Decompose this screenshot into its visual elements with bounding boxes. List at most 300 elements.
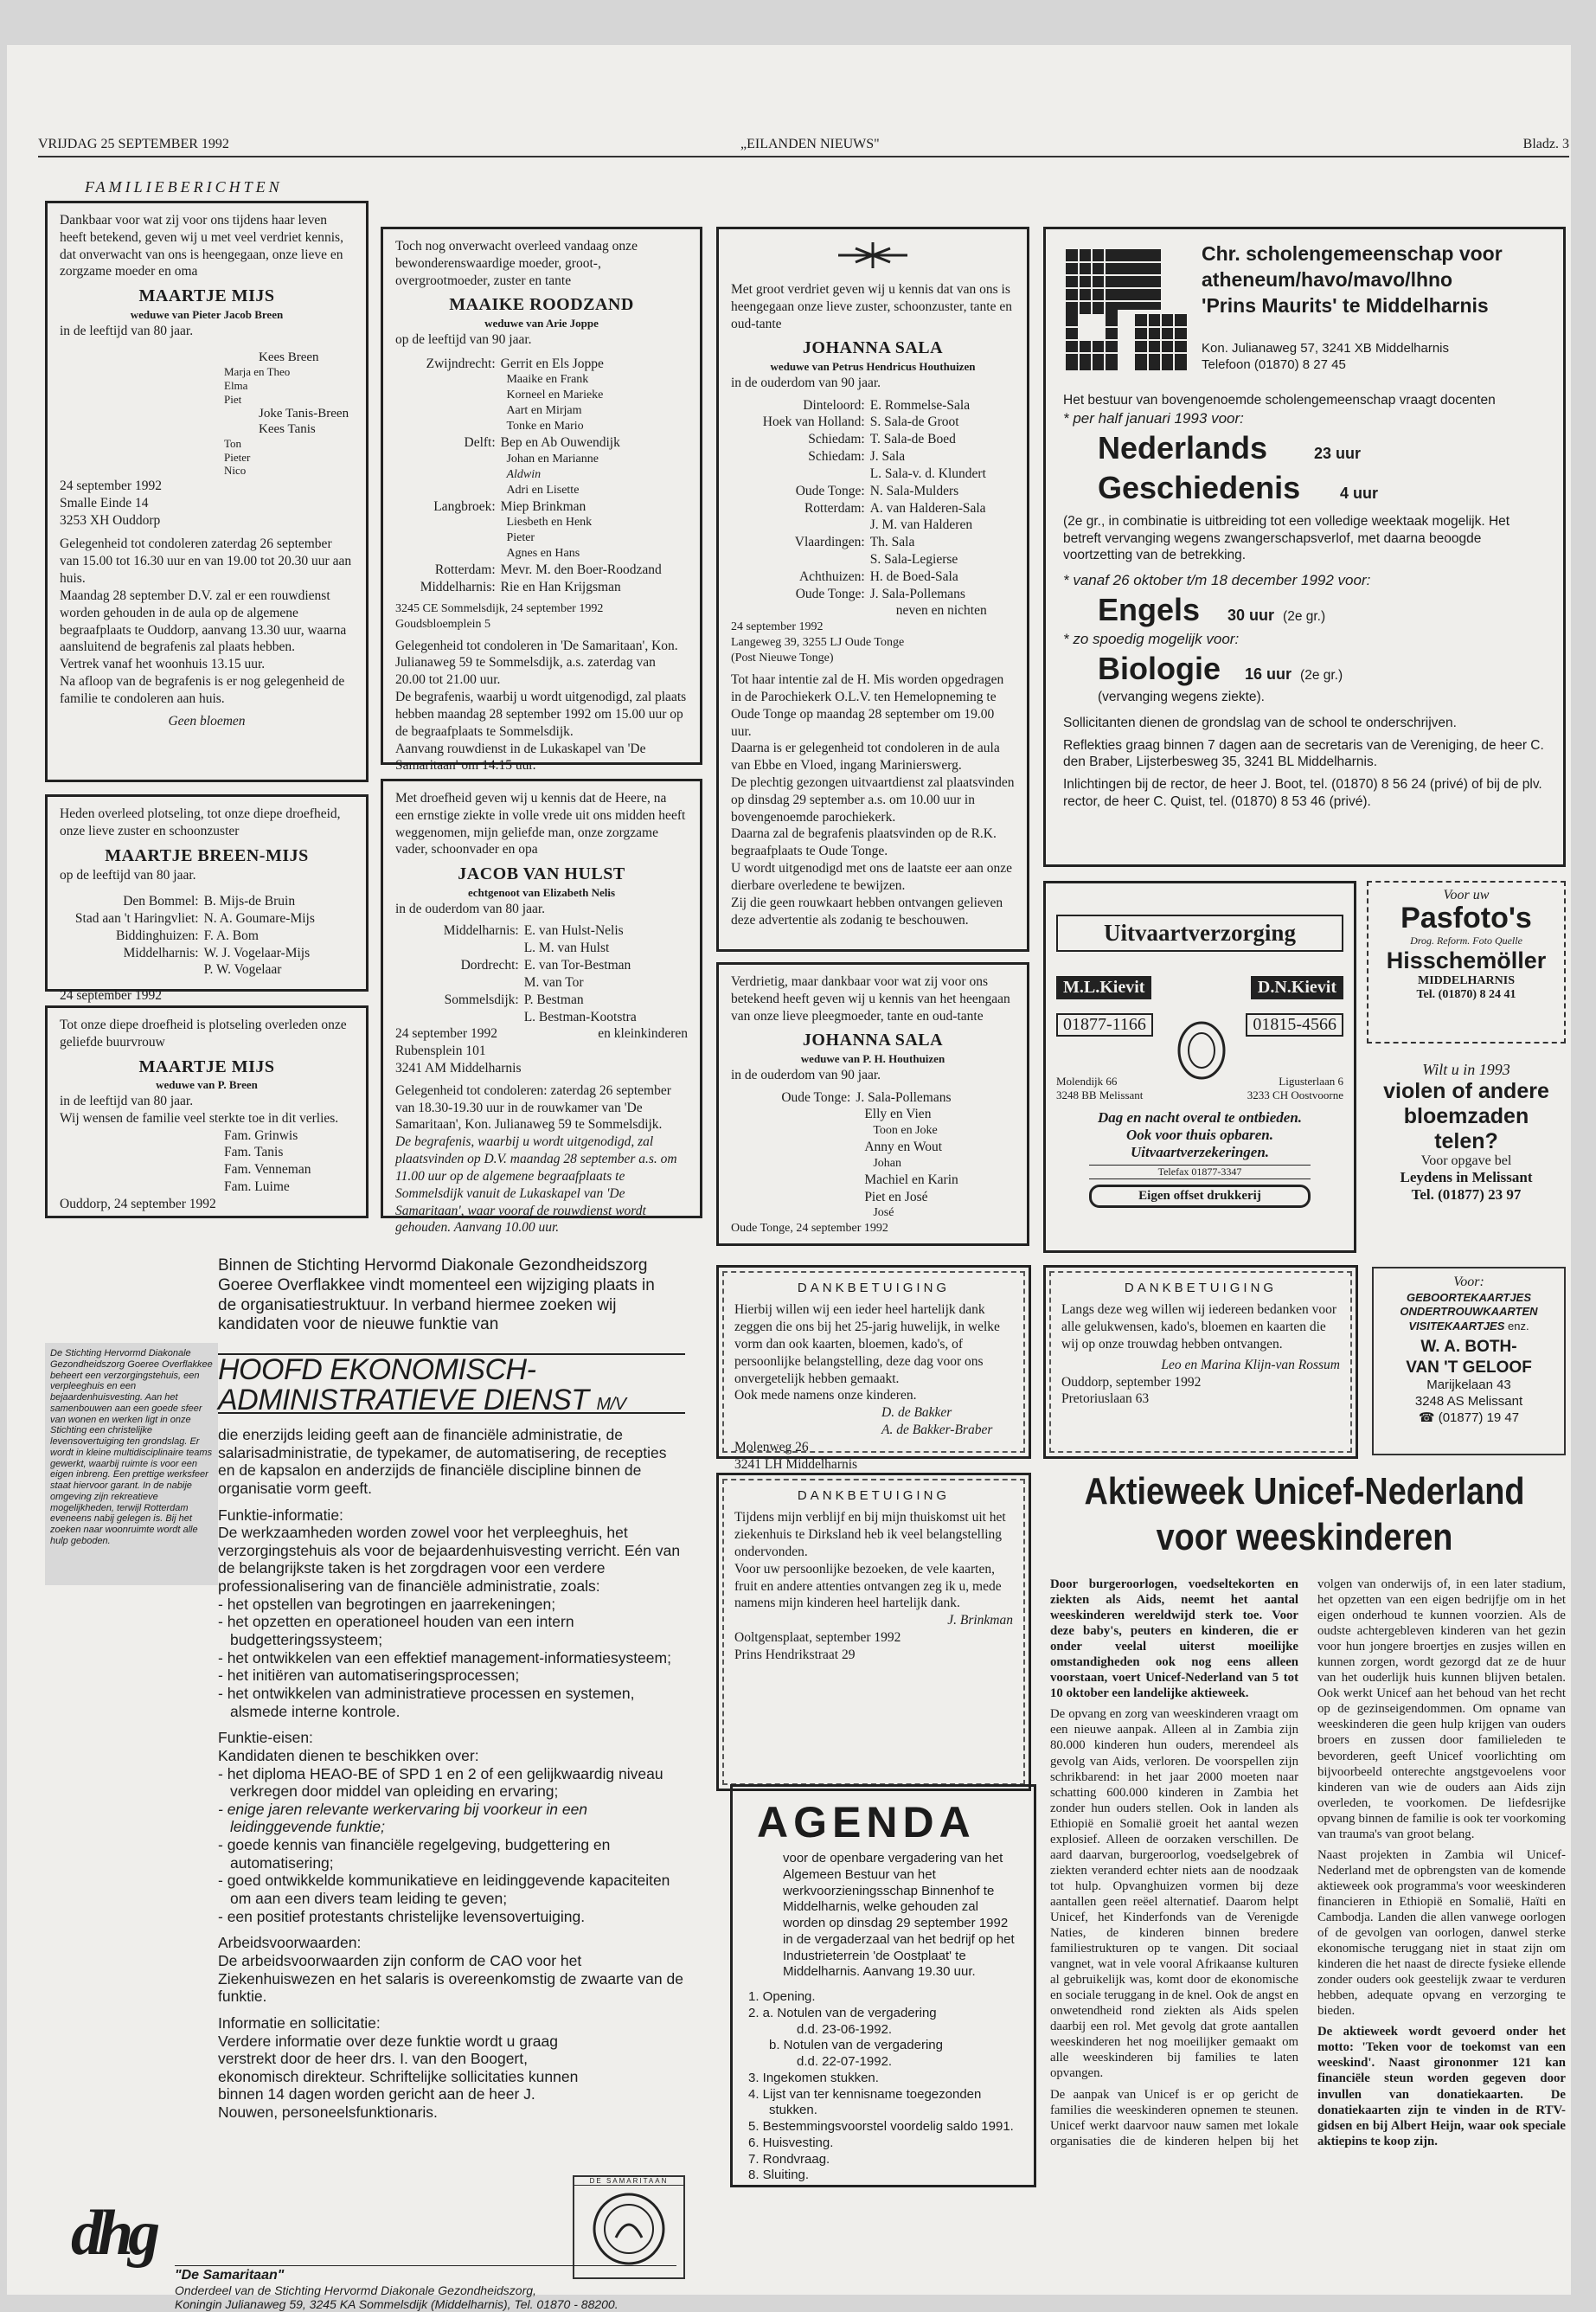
family-row: [60, 893, 354, 910]
family-row: [60, 945, 354, 962]
family-name: Johan en Marianne: [506, 452, 599, 466]
deceased-name: MAARTJE MIJS: [138, 286, 275, 306]
subject: Nederlands: [1098, 429, 1268, 466]
date: Ouddorp, 24 september 1992: [60, 1196, 216, 1211]
section-title: FAMILIEBERICHTEN: [85, 178, 283, 196]
place: Zwijndrecht:: [426, 356, 496, 371]
header-page: Bladz. 3: [1522, 137, 1569, 151]
family-name: Fam. Grinwis: [224, 1127, 298, 1143]
period: * per half januari 1993 voor:: [1063, 409, 1244, 427]
family-name: Maaike en Frank: [506, 373, 589, 387]
service: ONDERTROUWKAARTEN: [1400, 1305, 1538, 1319]
family-row: [731, 551, 1015, 568]
job-title-text: HOOFD EKONOMISCH-ADMINISTRATIEVE DIENST: [218, 1353, 589, 1416]
article-lead: Door burgeroorlogen, voedseltekorten en ziekten als Aids, neemt het aantal weeskinderen wereldwijd sterk toe. Voor deze baby's, peuters en kinderen, die er onder veelal uiterst moeilijke omstandigheden ook nog eens alleen voorstaan, voert Unicef-Nederland van 5 tot 10 oktober een landelijke aktieweek.: [1050, 1577, 1298, 1701]
header-paper: „EILANDEN NIEUWS": [740, 137, 880, 151]
family-name: Pieter: [506, 531, 535, 545]
text: De begrafenis, waarbij u wordt uitgenodigd, zal plaatsvinden op D.V. maandag 28 september a.s. om 11.00 uur op de algemene begraafplaats te Sommelsdijk vanuit de Lukaskapel van 'De Samaritaan', waar vooraf de rouwdienst wordt gehouden. Aanvang 10.00 uur.: [395, 1134, 677, 1236]
text: Verdrietig, maar dankbaar voor wat zij voor ons betekend heeft geven wij u kennis van het heengaan van onze lieve pleegmoeder, tante en oud-tante: [731, 974, 1010, 1024]
family-row: [731, 448, 1015, 466]
names: J. M. van Halderen: [869, 517, 973, 533]
company-name: D.N.Kievit: [1251, 976, 1343, 999]
family-row: [60, 910, 354, 928]
phone: Tel. (01877) 23 97: [1411, 1186, 1522, 1204]
thanks-klijn: [1043, 1265, 1358, 1459]
family-name: Tonke en Mario: [506, 420, 584, 434]
family-row: [395, 434, 688, 452]
text: Tot onze diepe droefheid is plotseling overleden onze geliefde buurvrouw: [60, 1018, 347, 1050]
text: Met droefheid geven wij u kennis dat de Heere, na een ernstige ziekte in volle vrede uit ons midden heeft weggenomen, mijn geliefde man, onze zorgzame vader, schoonvader en opa: [395, 791, 686, 857]
company-name: M.L.Kievit: [1056, 976, 1151, 999]
signature: Leo en Marina Klijn-van Rossum: [1161, 1357, 1340, 1372]
names: neven en nichten: [895, 603, 987, 619]
thanks-de-bakker: [716, 1265, 1031, 1472]
family-name: Joke Tanis-Breen: [259, 407, 349, 421]
agenda-item: stukken.: [769, 2103, 817, 2118]
job-title: [218, 1353, 685, 1414]
spouse: weduwe van Pieter Jacob Breen: [130, 307, 284, 321]
family-name: J. Sala-Pollemans: [856, 1089, 952, 1105]
family-row: [395, 356, 688, 373]
list-item: - het ontwikkelen van administratieve processen en systemen, alsmede interne kontrole.: [218, 1684, 635, 1720]
phone: Tel. (01870) 8 24 41: [1416, 987, 1516, 1001]
seal-text: DE SAMARITAAN: [574, 2177, 683, 2186]
text: Heden overleed plotseling, tot onze diepe droefheid, onze lieve zuster en schoonzuster: [60, 806, 341, 838]
names: L. Bestman-Kootstra: [523, 1009, 637, 1024]
text: Langs deze weg willen wij iedereen bedanken voor alle gelukwensen, kado's, bloemen en kaarten die wij op onze trouwdag hebben ontvangen.: [1061, 1302, 1337, 1352]
place: [60, 961, 204, 979]
text: U wordt uitgenodigd met ons de laatste eer aan onze dierbare overledene te bewijzen.: [731, 861, 1012, 893]
text: enz.: [1508, 1319, 1529, 1333]
seal-emblem-icon: [574, 2186, 683, 2272]
names: P. Bestman: [523, 992, 584, 1007]
obituary-van-hulst: [381, 779, 702, 1236]
age: op de leeftijd van 90 jaar.: [395, 331, 532, 347]
family-name: Fam. Venneman: [224, 1162, 311, 1178]
deceased-name: MAARTJE MIJS: [138, 1056, 275, 1076]
text: Tijdens mijn verblijf en bij mijn thuiskomst uit het ziekenhuis te Dirksland heb ik veel belangstelling ondervonden.: [734, 1510, 1006, 1559]
violen-ad: [1367, 1056, 1566, 1253]
list-item: - het opstellen van begrotingen en jaarrekeningen;: [218, 1595, 556, 1613]
place: Oude Tonge:: [795, 586, 865, 601]
place: Middelharnis:: [443, 923, 519, 939]
names: L. Sala-v. d. Klundert: [869, 466, 986, 481]
article-paragraph: De aktieweek wordt gevoerd onder het motto: 'Teken voor de toekomst van een weeskind'. Naast girononmer 121 kan financiële steun worden gegeven door invullen van donatiekaarten. De donatiekaarten zijn te vinden in de RTV-gidsen en bij Albert Heijn, waar ook speciale aktiepins te koop zijn.: [1317, 2025, 1566, 2148]
address: 3248 BB Melissant: [1056, 1089, 1144, 1101]
text: Daarna is er gelegenheid tot condoleren in de aula van Ebbe en Vloed, ingang Marinierswerg.: [731, 741, 1000, 774]
names: J. Sala: [869, 449, 906, 465]
list-item: - het ontwikkelen van een effektief management-informatiesysteem;: [218, 1648, 671, 1667]
family-row: [731, 500, 1015, 517]
family-row: [395, 940, 688, 957]
hours: 23 uur: [1314, 444, 1362, 462]
slogan: Uitvaartverzekeringen.: [1130, 1144, 1270, 1160]
place: [731, 466, 870, 483]
thanks-title: DANKBETUIGING: [797, 1488, 951, 1503]
names: F. A. Bom: [203, 928, 259, 943]
text: die enerzijds leiding geeft aan de financiële administratie, de salarisadministratie, de typekamer, de automatisering, de recepties en de kapsalon en anderzijds de financiële discipline binnen de organisatie vorm geeft.: [218, 1426, 667, 1497]
list-item: - het opzetten en operationeel houden van een intern budgetteringssysteem;: [218, 1613, 574, 1649]
fax: Telefax 01877-3347: [1089, 1165, 1311, 1179]
names: P. W. Vogelaar: [203, 962, 282, 978]
text: Voor opgave bel: [1420, 1153, 1512, 1169]
family-name: Kees Breen: [259, 350, 319, 365]
text: Na afloop van de begrafenis is er nog gelegenheid de familie te condoleren aan huis.: [60, 674, 345, 706]
text: Het bestuur van bovengenoemde scholengemeenschap vraagt docenten: [1063, 393, 1496, 408]
subheading: Informatie en sollicitatie:: [218, 2013, 381, 2032]
agenda-item: 8. Sluiting.: [748, 2168, 810, 2183]
text: (vervanging wegens ziekte).: [1098, 689, 1265, 704]
text: Verdere informatie over deze funktie wordt u graag verstrekt door de heer drs. I. van den Boogert, ekonomisch direkteur. Schriftelijke sollicitaties kunnen binnen 14 dagen worden gericht aan de heer J. Nouwen, personeelsfunktionaris.: [218, 2032, 579, 2122]
family-name: Anny en Wout: [864, 1140, 943, 1155]
hours: 30 uur: [1227, 606, 1275, 624]
place: Achthuizen:: [798, 568, 865, 584]
deceased-name: MAAIKE ROODZAND: [449, 295, 634, 315]
text: Gelegenheid tot condoleren zaterdag 26 september van 15.00 tot 16.30 uur en van 19.00 tot 20.30 uur aan huis.: [60, 536, 352, 587]
address: 3253 XH Ouddorp: [60, 512, 161, 528]
place: [731, 602, 870, 620]
agenda-item: 7. Rondvraag.: [748, 2151, 830, 2167]
family-name: Aart en Mirjam: [506, 404, 582, 418]
place: Vlaardingen:: [794, 535, 865, 550]
org-text: Onderdeel van de Stichting Hervormd Diakonale Gezondheidszorg,: [175, 2283, 536, 2298]
agenda-item: 3. Ingekomen stukken.: [748, 2070, 879, 2085]
text: Binnen de Stichting Hervormd Diakonale Gezondheidszorg Goeree Overflakkee vindt momenteel een wijziging plaats in de organisatiestruktuur. In verband hiermee zoeken wij kandidaten voor de nieuwe funktie van: [218, 1256, 655, 1334]
place: Sommelsdijk:: [444, 992, 519, 1007]
family-row: [60, 928, 354, 945]
text: Geen bloemen: [168, 713, 246, 729]
grandchildren: en kleinkinderen: [598, 1026, 688, 1042]
text: Kandidaten dienen te beschikken over:: [218, 1746, 479, 1764]
thanks-brinkman: [716, 1473, 1031, 1791]
place: Den Bommel:: [123, 894, 199, 909]
family-row: [731, 397, 1015, 414]
address: (Post Nieuwe Tonge): [731, 652, 834, 665]
school-phone: Telefoon (01870) 8 27 45: [1202, 357, 1346, 373]
place: Middelharnis:: [420, 579, 496, 594]
address: 3233 CH Oostvoorne: [1247, 1089, 1343, 1101]
family-name: Agnes en Hans: [506, 547, 580, 561]
family-row: [395, 957, 688, 974]
grade: (2e gr.): [1283, 608, 1326, 624]
place: Langbroek:: [433, 498, 496, 514]
date: 24 september 1992: [731, 620, 824, 634]
family-row: [395, 562, 688, 579]
text: Wilt u in 1993: [1422, 1061, 1510, 1078]
slogan: Dag en nacht overal te ontbieden.: [1097, 1109, 1303, 1126]
date: 24 september 1992: [395, 1026, 497, 1042]
deceased-name: MAARTJE BREEN-MIJS: [105, 845, 309, 865]
family-name: Fam. Luime: [224, 1179, 290, 1195]
text: Aanvang rouwdienst in de Lukaskapel van 'De Samaritaan' om 14.15 uur.: [395, 741, 646, 774]
age: in de ouderdom van 90 jaar.: [731, 1067, 881, 1082]
family-name: Nico: [224, 464, 247, 478]
text: Sollicitanten dienen de grondslag van de school te onderschrijven.: [1063, 715, 1457, 730]
obituary-breen-mijs: [45, 794, 369, 1004]
header-date: VRIJDAG 25 SEPTEMBER 1992: [38, 137, 229, 151]
signature: A. de Bakker-Braber: [881, 1422, 993, 1437]
signature: D. de Bakker: [881, 1405, 952, 1421]
obituary-roodzand: [381, 227, 702, 774]
address: Rubensplein 101: [395, 1044, 486, 1059]
headline: [1080, 1469, 1529, 1561]
agenda-ad: [730, 1784, 1036, 2187]
text: Voor uw: [1443, 888, 1490, 902]
agenda-item: b. Notulen van de vergadering: [769, 2038, 943, 2053]
family-name: Elma: [224, 378, 248, 392]
names: Gerrit en Els Joppe: [500, 356, 604, 371]
age: op de leeftijd van 80 jaar.: [60, 868, 196, 883]
names: M. van Tor: [523, 974, 584, 990]
spouse: weduwe van P. H. Houthuizen: [800, 1052, 945, 1066]
place: Schiedam:: [808, 449, 865, 465]
sidebar-text: De Stichting Hervormd Diakonale Gezondheidszorg Goeree Overflakkee beheert een verzorgingstehuis, een verpleeghuis en een bejaardenhuisvesting. Aan het samenbouwen aan een goede sfeer van wonen en werken ligt in onze Stichting een christelijke levensovertuiging ten grondslag. Er wordt in kleine multidisciplinaire teams gewerkt, waarbij ruimte is voor een eigen inbreng. Een prettige werksfeer staat hiervoor garant. In de nabije omgeving zijn rekreatieve mogelijkheden, terwijl Rotterdam eveneens nabij gelegen is. Bij het zoeken naar woonruimte wordt alle hulp geboden.: [45, 1343, 218, 1585]
family-name: Adri en Lisette: [506, 483, 580, 497]
place: Schiedam:: [808, 432, 865, 447]
spouse: weduwe van Petrus Hendricus Houthuizen: [770, 360, 976, 374]
phone: ☎ (01877) 19 47: [1418, 1410, 1520, 1425]
text: (2e gr., in combinatie is uitbreiding tot een volledige weektaak mogelijk. Het betreft vervanging wegens zwangerschapsverlof, met daarna beoogde voortzetting van de betrekking.: [1063, 513, 1510, 563]
ad-title: bloemzaden telen?: [1403, 1103, 1529, 1153]
subheading: Funktie-informatie:: [218, 1506, 343, 1524]
age: in de ouderdom van 80 jaar.: [395, 901, 546, 916]
city: MIDDELHARNIS: [1417, 973, 1515, 987]
family-row: [731, 414, 1015, 431]
text: De begrafenis, waarbij u wordt uitgenodigd, zal plaats hebben maandag 28 september 1992 om 15.00 uur op de begraafplaats te Sommelsdijk.: [395, 690, 687, 739]
hours: 16 uur: [1245, 665, 1292, 683]
gender-mark: M/V: [596, 1394, 626, 1414]
grade: (2e gr.): [1300, 667, 1343, 683]
page-header: [38, 137, 1569, 157]
hours: 4 uur: [1340, 484, 1379, 502]
spouse: echtgenoot van Elizabeth Nelis: [467, 885, 616, 899]
article-paragraph: De aanpak van Unicef is er op gericht de families die weeskinderen opnemen te steunen. Unicef werkt daarvoor nauw samen met lokale organisaties die de kinderen helpen bij het volgen van onderwijs of, in een later stadium, het opzetten van een eigen bedrijfje om in het eigen onderhoud te kunnen voorzien. Als de oudste achtergebleven kinderen van het gezin voor hun jongere broertjes en zusjes willen en kunnen zorgen, wordt gezorgd dat ze de huur van het ouderlijk huis kunnen blijven betalen. Ook werkt Unicef aan het behoud van het recht op de gezinseigendommen. Om opname van weeskinderen die geen hulp krijgen van ouders broers en zussen door familieleden te bevorderen, geeft Unicef voorlichting om bijvoorbeeld onterechte angstgevoelens voor kinderen van wie de ouders aan Aids zijn overleden, te voorkomen. De liefdesrijke opvang binnen de familie is ook ter voorkoming van trauma's van groot belang.: [1050, 1577, 1566, 2148]
cross-anchor-icon: [830, 238, 916, 273]
place: Delft:: [464, 434, 496, 450]
age: in de leeftijd van 80 jaar.: [60, 323, 194, 338]
names: S. Sala-de Groot: [869, 414, 959, 430]
place: Dinteloord:: [803, 397, 865, 413]
place: Oude Tonge:: [795, 483, 865, 498]
org-address: Koningin Julianaweg 59, 3245 KA Sommelsdijk (Middelharnis), Tel. 01870 - 88200.: [175, 2297, 619, 2312]
place: Hoek van Holland:: [762, 414, 865, 430]
family-name: Piet en José: [864, 1189, 928, 1204]
family-row: [395, 579, 688, 596]
article-paragraph: Naast projekten in Zambia wil Unicef-Nederland met de opbrengsten van de komende aktieweek ook programma's voor weeskinderen financieren in Ethiopië en Somalië, Haïti en Cambodja. Landen die allen vanwege oorlogen of de gevolgen van oorlogen, danwel sterke ekonomische teruggang niet in staat zijn om kinderen die het naast de directe fysieke ellende zonder ouders ook geestelijk zwaar te verduren hebben, adequate opvang en verzorging te bieden.: [1317, 1847, 1566, 2019]
family-name: Ton: [224, 437, 242, 451]
text: Met groot verdriet geven wij u kennis dat van ons is heengegaan onze lieve zuster, schoonzuster, tante en oud-tante: [731, 282, 1012, 331]
date: 24 september 1992: [60, 988, 162, 1004]
family-row: [731, 466, 1015, 483]
subheading: Arbeidsvoorwaarden:: [218, 1934, 362, 1952]
print-badge: Eigen offset drukkerij: [1089, 1185, 1311, 1208]
text: De werkzaamheden worden zowel voor het verpleeghuis, het verzorgingstehuis als voor de bejaardenhuisvesting verricht. Eén van de belangrijkste taken is het zorgdragen voor een verdere professionalisering van de financiële administratie, zoals:: [218, 1524, 681, 1596]
family-name: Aldwin: [506, 467, 542, 481]
period: * zo spoedig mogelijk voor:: [1063, 631, 1240, 648]
agenda-item: 6. Huisvesting.: [748, 2135, 834, 2150]
address: Ooltgensplaat, september 1992: [734, 1629, 901, 1645]
text: Leydens in Melissant: [1400, 1169, 1533, 1186]
text: Inlichtingen bij de rector, de heer J. Boot, tel. (01870) 8 56 24 (privé) of bij de plv. rector, de heer C. Quist, tel. (01870) 8 53 46 (privé).: [1063, 777, 1542, 810]
period: * vanaf 26 oktober t/m 18 december 1992 voor:: [1063, 572, 1371, 589]
address: 3241 LH Middelharnis: [734, 1456, 858, 1472]
signature: J. Brinkman: [947, 1613, 1013, 1628]
unicef-article: [1043, 1469, 1566, 2239]
service: GEBOORTEKAARTJES: [1407, 1291, 1531, 1304]
text: Voor uw persoonlijke bezoeken, de vele kaarten, fruit en andere attenties ontvangen zeg ik u, mede namens mijn kinderen heel hartelijk dank.: [734, 1561, 1002, 1611]
family-name: José: [873, 1206, 894, 1220]
names: S. Sala-Legierse: [869, 551, 958, 567]
age: in de leeftijd van 80 jaar.: [60, 1093, 194, 1108]
address: Smalle Einde 14: [60, 495, 149, 511]
names: W. J. Vogelaar-Mijs: [203, 945, 311, 960]
family-row: [731, 517, 1015, 534]
address: Marijkelaan 43: [1426, 1378, 1511, 1393]
family-name: Fam. Tanis: [224, 1145, 284, 1160]
text: Tot haar intentie zal de H. Mis worden opgedragen in de Parochiekerk O.L.V. ten Hemelopneming te Oude Tonge op maandag 28 september om 19.00 uur.: [731, 672, 1004, 739]
family-row: [60, 961, 354, 979]
names: L. M. van Hulst: [523, 941, 610, 956]
list-item: - goed ontwikkelde kommunikatieve en leidinggevende kapaciteiten om aan een divers team leiding te geven;: [218, 1872, 670, 1908]
school-title: 'Prins Maurits' te Middelharnis: [1202, 293, 1489, 317]
address: 3245 CE Sommelsdijk, 24 september 1992: [395, 601, 604, 615]
org-name: "De Samaritaan": [175, 2268, 285, 2283]
names: N. Sala-Mulders: [869, 483, 959, 498]
place: [395, 940, 524, 957]
text: Toch nog onverwacht overleed vandaag onze bewonderenswaardige moeder, groot-, overgrootmoeder, zuster en tante: [395, 239, 638, 288]
text: Daarna zal de begrafenis plaatsvinden op de R.K. begraafplaats te Oude Tonge.: [731, 826, 997, 859]
both-print-ad: [1372, 1267, 1566, 1455]
names: H. de Boed-Sala: [869, 568, 958, 584]
date: Oude Tonge, 24 september 1992: [731, 1222, 888, 1236]
subject: Geschiedenis: [1098, 469, 1301, 505]
family-row: [731, 483, 1015, 500]
text: Ook mede namens onze kinderen.: [734, 1388, 917, 1403]
names: Th. Sala: [869, 535, 915, 550]
phone: 01877-1166: [1056, 1013, 1153, 1037]
family-row: [395, 922, 688, 940]
vacancy-ad: [45, 1256, 702, 2312]
ad-title: Pasfoto's: [1401, 902, 1532, 934]
phone: 01815-4566: [1246, 1013, 1343, 1037]
family-row: [731, 431, 1015, 448]
family-row: [395, 498, 688, 516]
school-address: Kon. Julianaweg 57, 3241 XB Middelharnis: [1202, 341, 1450, 356]
address: Langeweg 39, 3255 LJ Oude Tonge: [731, 636, 905, 650]
spouse: weduwe van P. Breen: [156, 1078, 258, 1092]
school-title: Chr. scholengemeenschap voor: [1202, 242, 1503, 265]
family-name: Kees Tanis: [259, 422, 316, 437]
ad-title: violen of andere: [1383, 1079, 1549, 1103]
address: 3241 AM Middelharnis: [395, 1060, 522, 1076]
samaritaan-seal: [573, 2175, 685, 2279]
shop-name: VAN 'T GELOOF: [1406, 1358, 1532, 1377]
address: Ouddorp, september 1992: [1061, 1374, 1202, 1390]
family-row: [731, 534, 1015, 551]
names: N. A. Goumare-Mijs: [203, 910, 315, 926]
school-vacancy-ad: [1043, 227, 1566, 867]
text: Zij die geen rouwkaart hebben ontvangen gelieven deze advertentie als zodanig te beschouwen.: [731, 895, 1003, 928]
text: voor de openbare vergadering van het Algemeen Bestuur van het werkvoorzieningsschap Binnenhof te Middelharnis, welke gehouden zal worden op dinsdag 29 september 1992 in de vergaderzaal van het bedrijf op het Industrieterrein 'de Oostplaat' te Middelharnis. Aanvang 19.30 uur.: [783, 1851, 1015, 1980]
agenda-item: d.d. 22-07-1992.: [797, 2054, 893, 2069]
text: De arbeidsvoorwaarden zijn conform de CAO voor het Ziekenhuiswezen en het salaris is overeenkomstig de zwaarte van de funktie.: [218, 1951, 683, 2006]
text: Dankbaar voor wat zij voor ons tijdens haar leven heeft betekend, geven wij u met veel verdriet kennis, dat onverwacht van ons is heengegaan, onze lieve en zorgzame moeder en oma: [60, 213, 343, 279]
subject: Biologie: [1098, 650, 1221, 686]
place: [731, 551, 870, 568]
names: E. van Hulst-Nelis: [523, 923, 624, 939]
family-row: [731, 586, 1015, 603]
family-row: [395, 974, 688, 992]
family-name: Elly en Vien: [864, 1107, 932, 1122]
address: Molendijk 66: [1056, 1075, 1118, 1088]
subheading: Funktie-eisen:: [218, 1729, 313, 1747]
obituary-mijs-neighbours: [45, 1005, 369, 1218]
family-name: Machiel en Karin: [864, 1172, 958, 1187]
place: Stad aan 't Haringvliet:: [74, 910, 199, 926]
text: De plechtig gezongen uitvaartdienst zal plaatsvinden op dinsdag 29 september a.s. om 10.00 uur in bovengenoemde parochiekerk.: [731, 774, 1015, 825]
text: Hierbij willen wij een ieder heel hartelijk dank zeggen die ons bij het 25-jarig huwelijk, in welke vorm dan ook kaarten, bloemen, kado's, of persoonlijke belangstelling, deze dag voor ons onvergetelijk hebben gemaakt.: [734, 1302, 1000, 1386]
names: Bep en Ab Ouwendijk: [500, 434, 620, 450]
place: Middelharnis:: [123, 945, 199, 960]
date: 24 september 1992: [60, 478, 162, 493]
text: Drog. Reform. Foto Quelle: [1410, 934, 1522, 947]
shop-name: Hisschemöller: [1386, 947, 1547, 973]
list-item: - een positief protestants christelijke levensovertuiging.: [218, 1907, 586, 1925]
address: Pretoriuslaan 63: [1061, 1391, 1150, 1407]
place: Dordrecht:: [460, 958, 519, 973]
slogan: Ook voor thuis opbaren.: [1125, 1127, 1274, 1143]
list-item: - het diploma HEAO-BE of SPD 1 en 2 of een gelijkwaardig niveau verkregen door middel van opleiding en ervaring;: [218, 1764, 663, 1801]
headline-line: voor weeskinderen: [1156, 1515, 1453, 1558]
family-name: Toon en Joke: [873, 1124, 938, 1138]
place: Biddinghuizen:: [116, 928, 199, 943]
funeral-ad-kievit: [1043, 881, 1356, 1253]
family-name: Piet: [224, 392, 242, 406]
names: B. Mijs-de Bruin: [203, 894, 296, 909]
city: 3248 AS Melissant: [1414, 1394, 1523, 1409]
agenda-item: 5. Bestemmingsvoorstel voordelig saldo 1991.: [748, 2119, 1014, 2134]
family-name: Pieter: [224, 450, 251, 464]
subject: Engels: [1098, 591, 1201, 627]
obituary-sala-foster: [716, 962, 1029, 1246]
dhg-logo: dhg: [71, 2198, 156, 2269]
obituary-sala: [716, 227, 1029, 952]
place: [395, 1009, 524, 1026]
text: Gelegenheid tot condoleren in 'De Samaritaan', Kon. Julianaweg 59 te Sommelsdijk, a.s. zaterdag van 20.00 tot 21.00 uur.: [395, 638, 678, 688]
text: Wij wensen de familie veel sterkte toe in dit verlies.: [60, 1110, 339, 1126]
ad-title: Uitvaartverzorging: [1056, 915, 1343, 952]
names: T. Sala-de Boed: [869, 432, 956, 447]
names: Mevr. M. den Boer-Roodzand: [500, 562, 662, 578]
names: E. Rommelse-Sala: [869, 397, 971, 413]
text: Maandag 28 september D.V. zal er een rouwdienst worden gehouden in de aula op de algemene begraafplaats te Ouddorp, aanvang 13.30 uur, waarna aansluitend de begrafenis zal plaats hebben.: [60, 588, 347, 655]
headline-line: Aktieweek Unicef-Nederland: [1084, 1470, 1525, 1512]
family-name: Korneel en Marieke: [506, 389, 604, 402]
place: Rotterdam:: [804, 500, 865, 516]
family-row: [395, 992, 688, 1009]
school-title: atheneum/havo/mavo/lhno: [1202, 267, 1453, 291]
family-row: [395, 1009, 688, 1026]
obituary-breen: [45, 201, 369, 782]
text: Gelegenheid tot condoleren: zaterdag 26 september van 18.30-19.30 uur in de rouwkamer van 'De Samaritaan', Kon. Julianaweg 59 te Sommelsdijk.: [395, 1082, 671, 1133]
address: Molenweg 26: [734, 1439, 809, 1455]
deceased-name: JACOB VAN HULST: [458, 864, 625, 884]
names: E. van Tor-Bestman: [523, 958, 631, 973]
shop-name: W. A. BOTH-: [1420, 1337, 1517, 1356]
place: [395, 974, 524, 992]
agenda-title: AGENDA: [757, 1798, 976, 1846]
names: Rie en Han Krijgsman: [500, 579, 621, 594]
